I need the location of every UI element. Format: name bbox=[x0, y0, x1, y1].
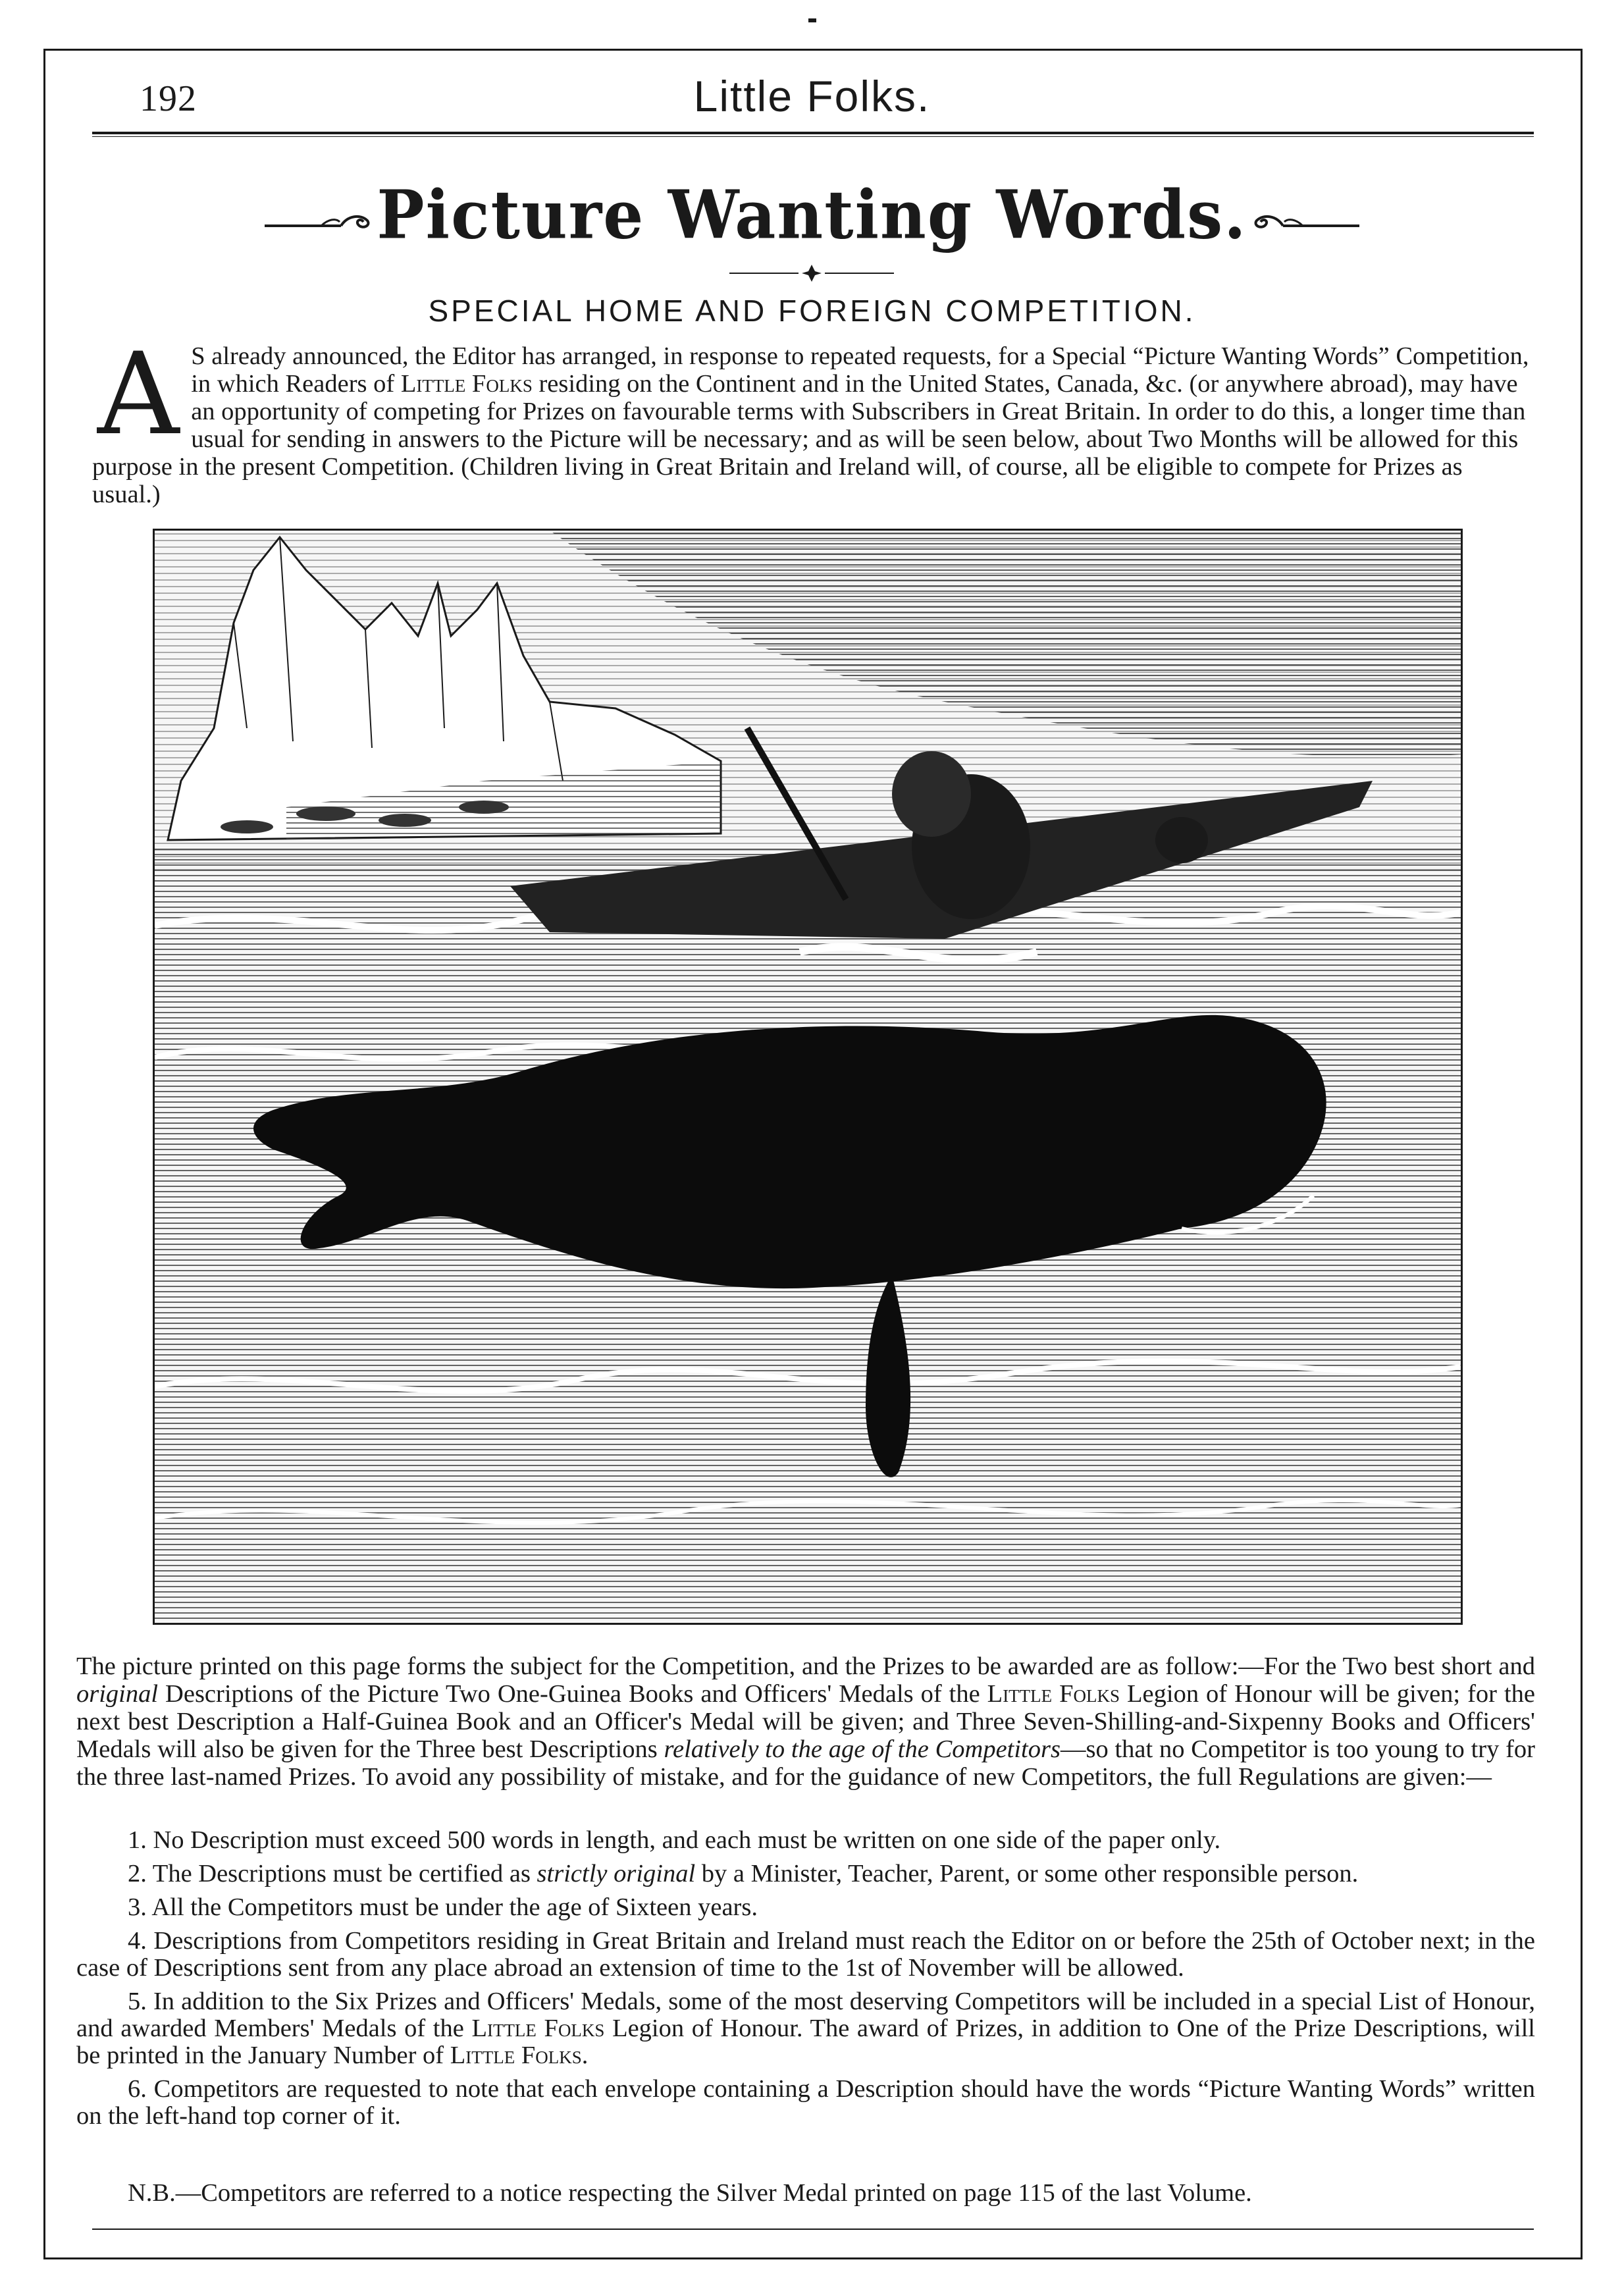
comp-original: original bbox=[76, 1680, 159, 1708]
rule-4: 4. Descriptions from Competitors residing in Great Britain and Ireland must reach the Editor on or before the 25th of October next; in the case of Descriptions sent from any place abroad an extension of time to the 1st of November will be allowed. bbox=[76, 1927, 1535, 1982]
header-rule bbox=[92, 132, 1534, 134]
rule-5-text-c: . bbox=[581, 2042, 589, 2069]
intro-magazine-name: Little Folks bbox=[400, 370, 533, 398]
right-flourish-icon bbox=[1250, 196, 1362, 235]
intro-paragraph bbox=[92, 328, 1534, 508]
article-title-block bbox=[0, 178, 1624, 270]
page-number: 192 bbox=[140, 78, 197, 119]
cross-divider-icon bbox=[723, 263, 901, 283]
rule-5-magazine-name-1: Little Folks bbox=[471, 2015, 605, 2042]
comp-text-4: —so that no Competitor is too young to try for the three last-named Prizes. To avoid any possibility of mistake, and for the guidance of new Competitors, the full Regulations are given:— bbox=[76, 1735, 1536, 1791]
print-mark bbox=[808, 18, 816, 22]
rule-6: 6. Competitors are requested to note that each envelope containing a Description should have the words “Picture Wanting Words” written on the left-hand top corner of it. bbox=[76, 2075, 1535, 2130]
comp-magazine-name: Little Folks bbox=[987, 1680, 1120, 1708]
rule-2-text-a: 2. The Descriptions must be certified as bbox=[128, 1860, 537, 1887]
header-rule-thin bbox=[92, 136, 1534, 137]
drop-cap: A bbox=[97, 328, 180, 460]
intro-text-2: residing on the Continent and in the United States, Canada, &c. (or anywhere abroad), may have an opportunity of competing for Prizes on favourable terms with Subscribers in Great Britain. In order to do this, a longer time than usual for sending in answers to the Picture will be necessary; and as will be seen below, about Two Months will be allowed for this purpose in the present Competition. (Children living in Great Britain and Ireland will, of course, all be eligible to compete for Prizes as usual.) bbox=[92, 370, 1526, 508]
rule-2-italic: strictly original bbox=[537, 1860, 696, 1887]
running-title: Little Folks. bbox=[693, 72, 931, 120]
comp-relatively: relatively to the age of the Competitors bbox=[664, 1735, 1061, 1763]
comp-text-3: Legion of Honour will be given; for the next best Description a Half-Guinea Book and an Officer's Medal will be given; and Three Seven-Shilling-and-Sixpenny Books and Officers' Medals will also be given for the Three best Descriptions bbox=[76, 1680, 1535, 1763]
left-flourish-icon bbox=[262, 196, 374, 235]
comp-text-1: The picture printed on this page forms the subject for the Competition, and the Prizes to be awarded are as follow:—For the Two best short and bbox=[76, 1652, 1535, 1680]
regulations-list bbox=[76, 1827, 1535, 2136]
rule-5-text-a: 5. In addition to the Six Prizes and Officers' Medals, some of the most deserving Competitors will be included in a special List of Honour, and awarded Members' Medals of the bbox=[76, 1988, 1535, 2042]
rule-1: 1. No Description must exceed 500 words in length, and each must be written on one side of the paper only. bbox=[128, 1826, 1221, 1854]
competition-illustration bbox=[153, 529, 1463, 1625]
comp-text-2: Descriptions of the Picture Two One-Guinea Books and Officers' Medals of the bbox=[158, 1680, 987, 1708]
article-subtitle: SPECIAL HOME AND FOREIGN COMPETITION. bbox=[428, 294, 1196, 328]
rule-2-text-b: by a Minister, Teacher, Parent, or some other responsible person. bbox=[695, 1860, 1359, 1887]
bottom-rule bbox=[92, 2229, 1534, 2230]
rule-5-magazine-name-2: Little Folks bbox=[450, 2042, 582, 2069]
article-title: Picture Wanting Words. bbox=[377, 176, 1247, 254]
rule-3: 3. All the Competitors must be under the age of Sixteen years. bbox=[128, 1893, 758, 1921]
intro-text-1: S already announced, the Editor has arranged, in response to repeated requests, for a Special “Picture Wanting Words” Competition, in which Readers of bbox=[191, 342, 1529, 398]
nota-bene: N.B.—Competitors are referred to a notice respecting the Silver Medal printed on page 115 of the last Volume. bbox=[128, 2179, 1252, 2207]
seal-and-kayak-engraving bbox=[155, 531, 1461, 1623]
rule-2 bbox=[76, 1860, 1535, 1887]
rule-5 bbox=[76, 1988, 1535, 2069]
rule-5-text-b: Legion of Honour. The award of Prizes, in addition to One of the Prize Descriptions, will be printed in the January Number of bbox=[76, 2015, 1535, 2069]
competition-paragraph bbox=[76, 1652, 1535, 1791]
